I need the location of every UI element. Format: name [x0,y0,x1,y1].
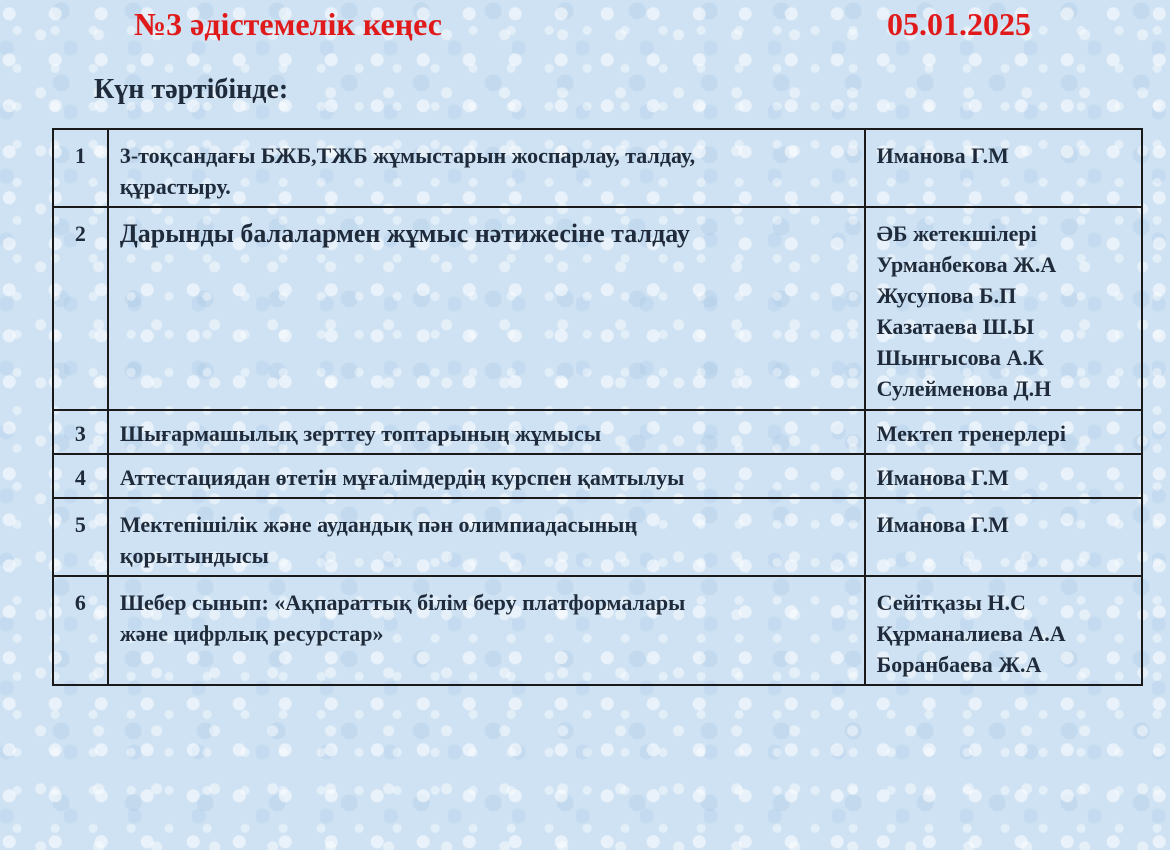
item-number: 1 [53,129,108,207]
item-responsible [865,498,1142,576]
table-row [53,498,1142,576]
item-number: 3 [53,410,108,454]
table-row [53,454,1142,498]
item-number: 4 [53,454,108,498]
table-row [53,410,1142,454]
item-number: 2 [53,207,108,410]
item-responsible [865,576,1142,685]
responsible-name: Сулейменова Д.Н [876,376,1052,401]
topic-line: Аттестациядан өтетін мұғалімдердің курспен қамтылуы [119,465,685,490]
item-topic [108,207,865,410]
responsible-name: Иманова Г.М [876,143,1009,168]
responsible-name: Иманова Г.М [876,465,1009,490]
agenda-table [52,128,1143,686]
responsible-name: Шынгысова А.К [876,345,1044,370]
table-row [53,576,1142,685]
item-responsible [865,410,1142,454]
responsible-name: Боранбаева Ж.А [876,652,1042,677]
agenda-heading: Күн тәртібінде: [94,74,289,105]
responsible-name: ӘБ жетекшілері [876,221,1037,246]
responsible-name: Иманова Г.М [876,512,1009,537]
item-topic [108,410,865,454]
topic-line: құрастыру. [119,174,231,199]
topic-line: Шебер сынып: «Ақпараттық білім беру платформалары [119,590,686,615]
topic-line: 3-тоқсандағы БЖБ,ТЖБ жұмыстарын жоспарлау, талдау, [119,143,696,168]
topic-line: қорытындысы [119,543,269,568]
item-responsible [865,207,1142,410]
topic-line: Дарынды балалармен жұмыс нәтижесіне талдау [119,219,690,248]
meeting-title: №3 әдістемелік кеңес [134,6,442,42]
responsible-name: Урманбекова Ж.А [876,252,1057,277]
topic-line: Мектепішілік және аудандық пән олимпиадасының [119,512,638,537]
responsible-name: Сейітқазы Н.С [876,590,1026,615]
item-topic [108,454,865,498]
responsible-name: Мектеп тренерлері [876,421,1066,446]
table-row [53,207,1142,410]
meeting-date: 05.01.2025 [887,6,1031,42]
topic-line: және цифрлық ресурстар» [119,621,384,646]
responsible-name: Жусупова Б.П [876,283,1017,308]
responsible-name: Құрманалиева А.А [876,621,1066,646]
item-number: 6 [53,576,108,685]
item-responsible [865,454,1142,498]
item-topic [108,129,865,207]
table-row [53,129,1142,207]
item-responsible [865,129,1142,207]
item-topic [108,576,865,685]
item-number: 5 [53,498,108,576]
item-topic [108,498,865,576]
responsible-name: Казатаева Ш.Ы [876,314,1035,339]
topic-line: Шығармашылық зерттеу топтарының жұмысы [119,421,601,446]
